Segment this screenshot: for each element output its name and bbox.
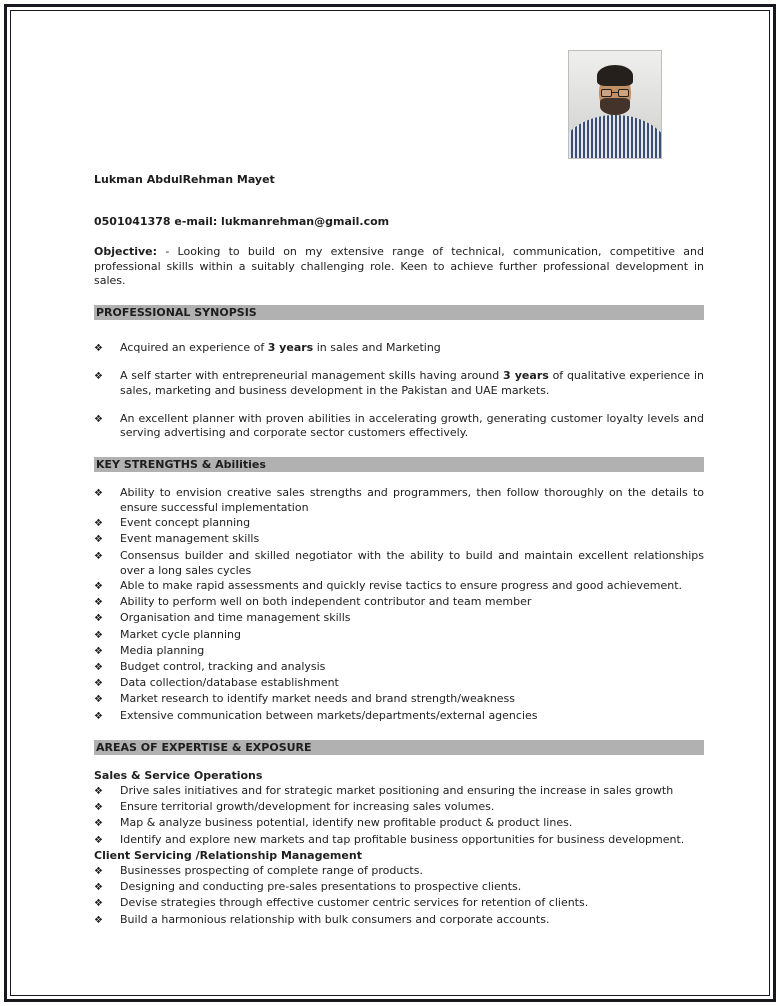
diamond-bullet-icon: ❖: [94, 786, 103, 797]
section-heading-bar: [94, 457, 704, 472]
text-run: Drive sales initiatives and for strategic market positioning and ensuring the increase in sales growth: [120, 784, 674, 797]
text-run: Map & analyze business potential, identify new profitable product & product lines.: [120, 816, 573, 830]
objective-label: Objective:: [94, 245, 158, 258]
text-run: Acquired an experience of: [120, 340, 268, 354]
objective-paragraph: [94, 245, 704, 289]
bullet-item: [94, 708, 704, 724]
section-body: [94, 485, 704, 724]
text-run: Build a harmonious relationship with bulk consumers and corporate accounts.: [120, 912, 550, 926]
text-run: Extensive communication between markets/departments/external agencies: [120, 708, 538, 722]
bullet-text: [120, 799, 704, 814]
expertise-subheading: Client Servicing /Relationship Management: [94, 848, 362, 862]
text-run: 3 years: [267, 340, 314, 354]
bullet-item: [94, 912, 704, 928]
text-run: Devise strategies through effective customer centric services for retention of clients.: [120, 896, 589, 910]
bullet-text: [120, 863, 704, 878]
bullet-item: [94, 783, 704, 799]
diamond-bullet-icon: ❖: [94, 882, 103, 894]
diamond-bullet-icon: ❖: [94, 802, 103, 814]
bullet-item: [94, 485, 704, 515]
bullet-item: [94, 531, 704, 547]
text-run: Organisation and time management skills: [120, 611, 351, 625]
bullet-item: [94, 815, 704, 831]
section-heading: AREAS OF EXPERTISE & EXPOSURE: [96, 740, 312, 754]
diamond-bullet-icon: ❖: [94, 645, 103, 657]
text-run: Media planning: [120, 643, 205, 657]
text-run: An excellent planner with proven abilities in accelerating growth, generating customer loyalty levels and serving advertising and corporate sector customers effectively.: [120, 411, 704, 440]
text-run: Ability to envision creative sales strengths and programmers, then follow thoroughly on the details to ensure successful implementation: [120, 485, 704, 514]
text-run: Budget control, tracking and analysis: [120, 659, 326, 673]
diamond-bullet-icon: ❖: [94, 597, 103, 609]
expertise-subheading: Sales & Service Operations: [94, 768, 263, 782]
bullet-text: [120, 369, 704, 398]
bullet-item: [94, 610, 704, 626]
bullet-item: [94, 578, 704, 594]
text-run: Event concept planning: [120, 516, 251, 530]
section-heading: KEY STRENGTHS & Abilities: [96, 457, 266, 471]
resume-content: [94, 0, 704, 928]
bullet-text: [120, 659, 704, 674]
bullet-text: [120, 895, 704, 910]
diamond-bullet-icon: ❖: [94, 534, 103, 546]
bullet-item: [94, 675, 704, 691]
diamond-bullet-icon: ❖: [94, 914, 103, 926]
text-run: A self starter with entrepreneurial management skills having around: [120, 369, 503, 383]
diamond-bullet-icon: ❖: [94, 371, 103, 383]
text-run: Market research to identify market needs and brand strength/weakness: [120, 692, 516, 706]
text-run: Ensure territorial growth/development for increasing sales volumes.: [120, 800, 495, 814]
objective-text: - Looking to build on my extensive range of technical, communication, competitive and professional skills within a suitably challenging role. Keen to achieve further professional development in sales.: [94, 245, 704, 288]
bullet-item: [94, 369, 704, 398]
bullet-text: [120, 412, 704, 441]
diamond-bullet-icon: ❖: [94, 710, 103, 722]
text-run: of qualitative experience in sales, marketing and business development in the Pakistan and UAE markets.: [120, 369, 705, 397]
contact-line: 0501041378 e-mail: lukmanrehman@gmail.com: [94, 215, 390, 228]
bullet-text: [120, 548, 704, 578]
text-run: Event management skills: [120, 532, 260, 546]
bullet-item: [94, 895, 704, 911]
bullet-text: [120, 691, 704, 706]
bullet-text: [120, 815, 704, 830]
bullet-item: [94, 548, 704, 578]
diamond-bullet-icon: ❖: [94, 518, 103, 530]
diamond-bullet-icon: ❖: [94, 629, 103, 641]
text-run: Able to make rapid assessments and quickly revise tactics to ensure progress and good achievement.: [120, 578, 683, 592]
bullet-item: [94, 412, 704, 441]
diamond-bullet-icon: ❖: [94, 342, 103, 354]
bullet-text: [120, 832, 704, 847]
resume-section: [94, 305, 704, 441]
bullet-text: [120, 485, 704, 515]
diamond-bullet-icon: ❖: [94, 550, 103, 562]
text-run: Ability to perform well on both independent contributor and team member: [120, 595, 532, 609]
diamond-bullet-icon: ❖: [94, 694, 103, 706]
bullet-text: [120, 912, 704, 927]
diamond-bullet-icon: ❖: [94, 413, 103, 425]
diamond-bullet-icon: ❖: [94, 866, 103, 878]
bullet-text: [120, 610, 704, 625]
diamond-bullet-icon: ❖: [94, 487, 103, 499]
text-run: Designing and conducting pre-sales presentations to prospective clients.: [120, 880, 522, 894]
text-run: Businesses prospecting of complete range of products.: [120, 864, 423, 878]
bullet-item: [94, 643, 704, 659]
diamond-bullet-icon: ❖: [94, 818, 103, 830]
sections-container: [94, 305, 704, 928]
diamond-bullet-icon: ❖: [94, 580, 103, 592]
candidate-name: Lukman AbdulRehman Mayet: [94, 173, 275, 186]
resume-section: [94, 457, 704, 724]
text-run: Identify and explore new markets and tap profitable business opportunities for business development.: [120, 832, 685, 846]
bullet-text: [120, 627, 704, 642]
bullet-text: [120, 783, 704, 798]
section-heading-bar: [94, 305, 704, 320]
bullet-item: [94, 799, 704, 815]
resume-section: [94, 740, 704, 928]
bullet-item: [94, 863, 704, 879]
text-run: in sales and Marketing: [313, 340, 441, 354]
bullet-text: [120, 675, 704, 690]
bullet-text: [120, 531, 704, 546]
bullet-text: [120, 594, 704, 609]
section-body: [94, 341, 704, 441]
text-run: 3 years: [503, 369, 549, 383]
diamond-bullet-icon: ❖: [94, 898, 103, 910]
bullet-item: [94, 594, 704, 610]
diamond-bullet-icon: ❖: [94, 678, 103, 690]
text-run: Consensus builder and skilled negotiator with the ability to build and maintain excellent relationships over a long sales cycles: [120, 548, 704, 577]
diamond-bullet-icon: ❖: [94, 661, 103, 673]
bullet-item: [94, 659, 704, 675]
bullet-item: [94, 879, 704, 895]
bullet-text: [120, 708, 704, 723]
bullet-text: [120, 879, 704, 894]
diamond-bullet-icon: ❖: [94, 613, 103, 625]
bullet-item: [94, 341, 704, 357]
bullet-text: [120, 643, 704, 658]
text-run: Market cycle planning: [120, 627, 241, 641]
text-run: Data collection/database establishment: [120, 676, 339, 690]
section-body: [94, 768, 704, 928]
bullet-item: [94, 627, 704, 643]
diamond-bullet-icon: ❖: [94, 834, 103, 846]
bullet-text: [120, 515, 704, 530]
bullet-item: [94, 691, 704, 707]
bullet-text: [120, 578, 704, 593]
section-heading: PROFESSIONAL SYNOPSIS: [96, 305, 257, 319]
bullet-text: [120, 341, 704, 356]
section-heading-bar: [94, 740, 704, 755]
bullet-item: [94, 515, 704, 531]
bullet-item: [94, 832, 704, 848]
